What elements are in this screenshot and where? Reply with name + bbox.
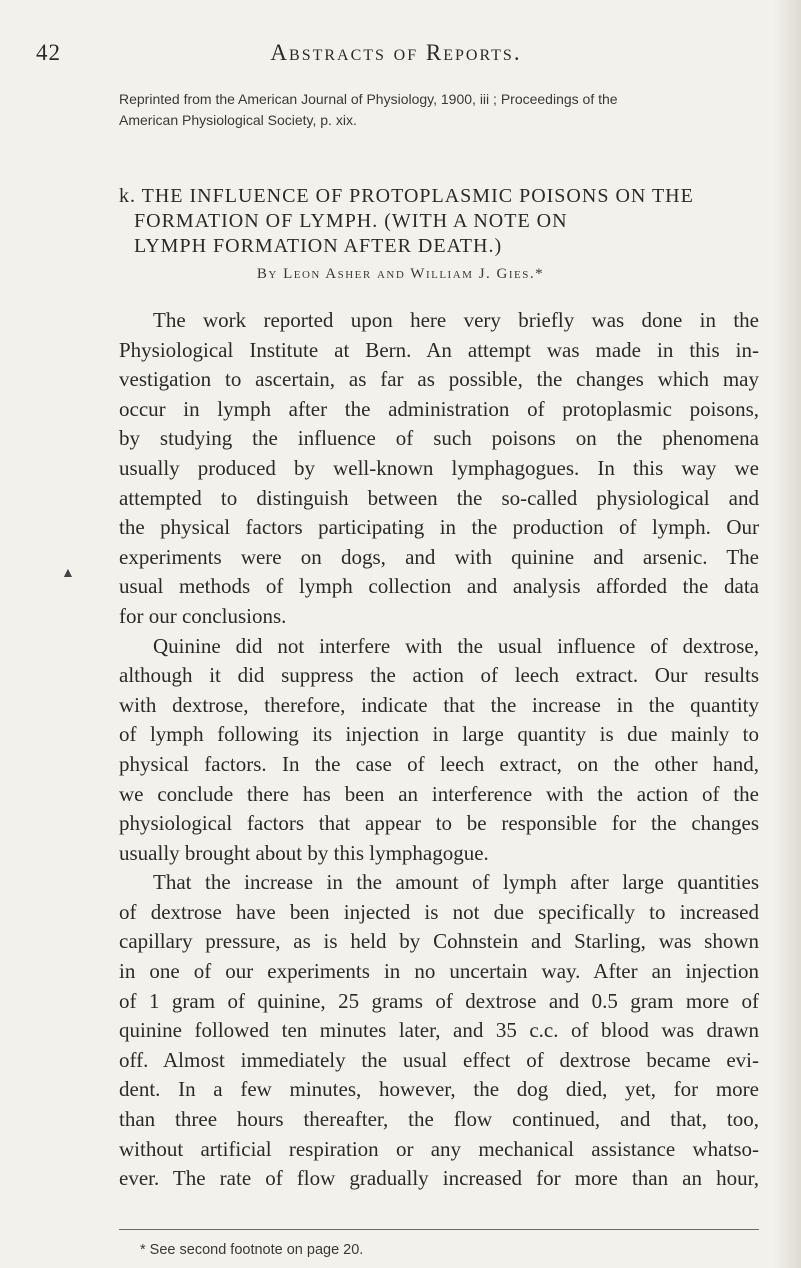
body-line: usually brought about by this lymphagogue. (119, 840, 489, 865)
body-line: the physical factors participating in the production of lymph. Our (119, 515, 759, 540)
body-line: That the increase in the amount of lymph after large quantities (153, 870, 759, 895)
body-line: ever. The rate of flow gradually increased for more than an hour, (119, 1166, 759, 1191)
page-number: 42 (36, 40, 61, 65)
body-line: off. Almost immediately the usual effect of dextrose became evi- (119, 1047, 759, 1072)
article-title-line: FORMATION OF LYMPH. (WITH A NOTE ON (134, 210, 568, 232)
body-line: Quinine did not interfere with the usual influence of dextrose, (153, 633, 759, 658)
footnote-rule (119, 1229, 759, 1230)
body-line: for our conclusions. (119, 603, 287, 628)
body-line: dent. In a few minutes, however, the dog died, yet, for more (119, 1077, 759, 1102)
reprint-note (119, 89, 749, 131)
body-line: physiological factors that appear to be responsible for the changes (119, 811, 759, 836)
body-line: experiments were on dogs, and with quinine and arsenic. The (119, 544, 759, 569)
body-line: of lymph following its injection in large quantity is due mainly to (119, 722, 759, 747)
body-line: vestigation to ascertain, as far as possible, the changes which may (119, 367, 759, 392)
running-title: Abstracts of Reports. (270, 40, 522, 65)
body-line: we conclude there has been an interference with the action of the (119, 781, 759, 806)
body-line: attempted to distinguish between the so-called physiological and (119, 485, 759, 510)
body-line: physical factors. In the case of leech extract, on the other hand, (119, 751, 759, 776)
body-line: Physiological Institute at Bern. An attempt was made in this in- (119, 337, 759, 362)
body-line: usually produced by well-known lymphagogues. In this way we (119, 455, 759, 480)
body-line: usual methods of lymph collection and analysis afforded the data (119, 574, 759, 599)
article-title-line: LYMPH FORMATION AFTER DEATH.) (134, 235, 503, 257)
body-line: although it did suppress the action of leech extract. Our results (119, 663, 759, 688)
body-line: with dextrose, therefore, indicate that the increase in the quantity (119, 692, 759, 717)
body-text (119, 306, 759, 1194)
footnote: * See second footnote on page 20. (140, 1242, 364, 1258)
body-line: than three hours thereafter, the flow continued, and that, too, (119, 1107, 759, 1132)
body-line: of dextrose have been injected is not due specifically to increased (119, 899, 759, 924)
margin-mark: ▲ (61, 566, 75, 581)
body-line: The work reported upon here very briefly was done in the (153, 308, 759, 332)
reprint-note-line: Reprinted from the American Journal of Physiology, 1900, iii ; Proceedings of the (119, 91, 618, 107)
body-line: capillary pressure, as is held by Cohnstein and Starling, was shown (119, 929, 759, 954)
byline: By Leon Asher and William J. Gies.* (256, 266, 545, 282)
body-line: occur in lymph after the administration of protoplasmic poisons, (119, 396, 759, 421)
body-line: by studying the influence of such poisons on the phenomena (119, 426, 759, 451)
body-line: quinine followed ten minutes later, and 35 c.c. of blood was drawn (119, 1018, 759, 1043)
body-line: in one of our experiments in no uncertain way. After an injection (119, 959, 759, 984)
body-line: of 1 gram of quinine, 25 grams of dextrose and 0.5 gram more of (119, 988, 759, 1013)
body-line: without artificial respiration or any mechanical assistance whatso- (119, 1136, 759, 1161)
page-edge-shadow (773, 0, 801, 1268)
reprint-note-line: American Physiological Society, p. xix. (119, 112, 357, 128)
running-head (36, 40, 756, 70)
article-title-line: k. THE INFLUENCE OF PROTOPLASMIC POISONS ON THE (119, 185, 694, 207)
article-title (119, 184, 779, 259)
